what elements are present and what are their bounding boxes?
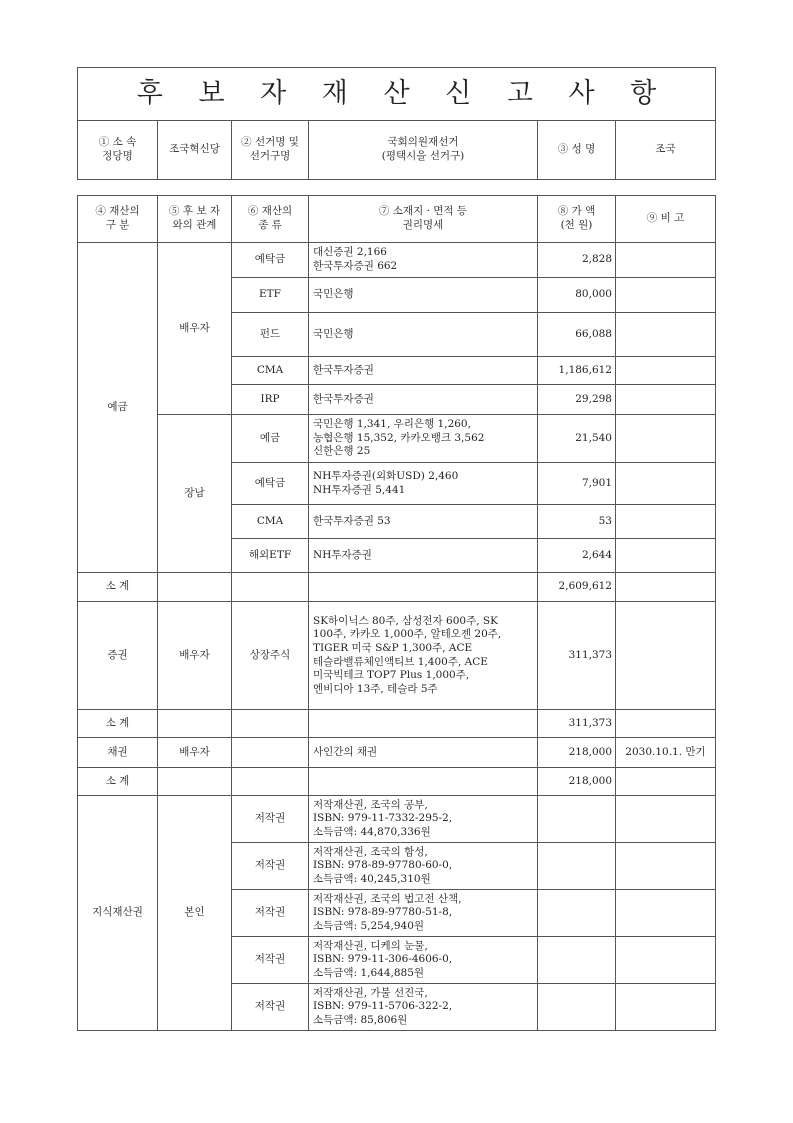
asset-type: CMA xyxy=(232,357,309,385)
name-label: ③ 성 명 xyxy=(538,121,616,180)
asset-type: 예탁금 xyxy=(232,463,309,505)
asset-amount: 311,373 xyxy=(538,602,616,710)
col-amount: ⑧ 가 액 (천 원) xyxy=(538,196,616,243)
table-row xyxy=(78,602,716,710)
subtotal-amount: 2,609,612 xyxy=(538,573,616,602)
asset-detail: 저작재산권, 디케의 눈물, ISBN: 979-11-306-4606-0, 소득금액: 1,644,885원 xyxy=(309,937,538,984)
asset-type: 저작권 xyxy=(232,984,309,1031)
asset-detail: 한국투자증권 xyxy=(309,357,538,385)
asset-note xyxy=(616,602,716,710)
securities-category: 증권 xyxy=(78,602,158,710)
asset-note xyxy=(616,357,716,385)
asset-amount: 218,000 xyxy=(538,738,616,768)
asset-type: IRP xyxy=(232,385,309,415)
col-type: ⑥ 재산의 종 류 xyxy=(232,196,309,243)
col-category: ④ 재산의 구 분 xyxy=(78,196,158,243)
securities-relation: 배우자 xyxy=(158,602,232,710)
asset-detail: 저작재산권, 조국의 함성, ISBN: 978-89-97780-60-0, 소득금액: 40,245,310원 xyxy=(309,843,538,890)
asset-detail: SK하이닉스 80주, 삼성전자 600주, SK 100주, 카카오 1,000주, 알테오젠 20주, TIGER 미국 S&P 1,300주, ACE 테슬라밸류체인액티브 1,400주, ACE 미국빅테크 TOP7 Plus 1,000주, 엔비디아 13주, 테슬라 5주 xyxy=(309,602,538,710)
asset-type: 예금 xyxy=(232,415,309,463)
asset-amount: 7,901 xyxy=(538,463,616,505)
bonds-relation: 배우자 xyxy=(158,738,232,768)
deposit-category: 예금 xyxy=(78,243,158,573)
deposit-relation-son: 장남 xyxy=(158,415,232,573)
asset-detail: 한국투자증권 xyxy=(309,385,538,415)
asset-type: CMA xyxy=(232,505,309,539)
ip-relation: 본인 xyxy=(158,796,232,1031)
asset-type: 저작권 xyxy=(232,890,309,937)
asset-note xyxy=(616,243,716,278)
asset-detail: 국민은행 1,341, 우리은행 1,260, 농협은행 15,352, 카카오뱅크 3,562 신한은행 25 xyxy=(309,415,538,463)
asset-detail: 저작재산권, 조국의 공부, ISBN: 979-11-7332-295-2, 소득금액: 44,870,336원 xyxy=(309,796,538,843)
asset-detail: 사인간의 채권 xyxy=(309,738,538,768)
col-location: ⑦ 소재지 · 면적 등 권리명세 xyxy=(309,196,538,243)
asset-note xyxy=(616,463,716,505)
party-value: 조국혁신당 xyxy=(158,121,232,180)
subtotal-row xyxy=(78,768,716,796)
asset-note xyxy=(616,385,716,415)
asset-type: 해외ETF xyxy=(232,539,309,573)
asset-detail: 국민은행 xyxy=(309,278,538,313)
deposit-relation-spouse: 배우자 xyxy=(158,243,232,415)
bonds-category: 채권 xyxy=(78,738,158,768)
subtotal-label: 소 계 xyxy=(78,768,158,796)
asset-type: 펀드 xyxy=(232,313,309,357)
asset-amount: 53 xyxy=(538,505,616,539)
asset-type: ETF xyxy=(232,278,309,313)
name-value: 조국 xyxy=(616,121,716,180)
subtotal-row xyxy=(78,573,716,602)
asset-detail: 저작재산권, 가불 선진국, ISBN: 979-11-5706-322-2, 소득금액: 85,806원 xyxy=(309,984,538,1031)
asset-amount: 2,644 xyxy=(538,539,616,573)
asset-note xyxy=(616,415,716,463)
subtotal-label: 소 계 xyxy=(78,573,158,602)
asset-table xyxy=(77,195,716,1031)
asset-amount: 80,000 xyxy=(538,278,616,313)
asset-detail: 국민은행 xyxy=(309,313,538,357)
asset-type: 저작권 xyxy=(232,796,309,843)
ip-category: 지식재산권 xyxy=(78,796,158,1031)
asset-detail: NH투자증권 xyxy=(309,539,538,573)
asset-amount: 66,088 xyxy=(538,313,616,357)
page-title: 후 보 자 재 산 신 고 사 항 xyxy=(78,68,716,121)
asset-detail: 대신증권 2,166 한국투자증권 662 xyxy=(309,243,538,278)
subtotal-amount: 218,000 xyxy=(538,768,616,796)
asset-note xyxy=(616,539,716,573)
asset-type: 저작권 xyxy=(232,843,309,890)
asset-note xyxy=(616,278,716,313)
subtotal-row xyxy=(78,710,716,738)
asset-amount: 29,298 xyxy=(538,385,616,415)
asset-type: 예탁금 xyxy=(232,243,309,278)
subtotal-amount: 311,373 xyxy=(538,710,616,738)
party-label: ① 소 속 정당명 xyxy=(78,121,158,180)
asset-detail: 저작재산권, 조국의 법고전 산책, ISBN: 978-89-97780-51-8, 소득금액: 5,254,940원 xyxy=(309,890,538,937)
asset-amount: 21,540 xyxy=(538,415,616,463)
col-relation: ⑤ 후 보 자 와의 관계 xyxy=(158,196,232,243)
election-label: ② 선거명 및 선거구명 xyxy=(232,121,309,180)
asset-amount: 2,828 xyxy=(538,243,616,278)
table-row xyxy=(78,738,716,768)
table-row xyxy=(78,243,716,278)
asset-type: 상장주식 xyxy=(232,602,309,710)
table-row xyxy=(78,415,716,463)
column-header-row xyxy=(78,196,716,243)
asset-detail: 한국투자증권 53 xyxy=(309,505,538,539)
asset-amount: 1,186,612 xyxy=(538,357,616,385)
col-note: ⑨ 비 고 xyxy=(616,196,716,243)
header-table xyxy=(77,67,716,180)
asset-type: 저작권 xyxy=(232,937,309,984)
subtotal-label: 소 계 xyxy=(78,710,158,738)
table-row xyxy=(78,796,716,843)
asset-detail: NH투자증권(외화USD) 2,460 NH투자증권 5,441 xyxy=(309,463,538,505)
asset-note xyxy=(616,313,716,357)
asset-note: 2030.10.1. 만기 xyxy=(616,738,716,768)
election-value: 국회의원재선거 (평택시을 선거구) xyxy=(309,121,538,180)
asset-note xyxy=(616,505,716,539)
